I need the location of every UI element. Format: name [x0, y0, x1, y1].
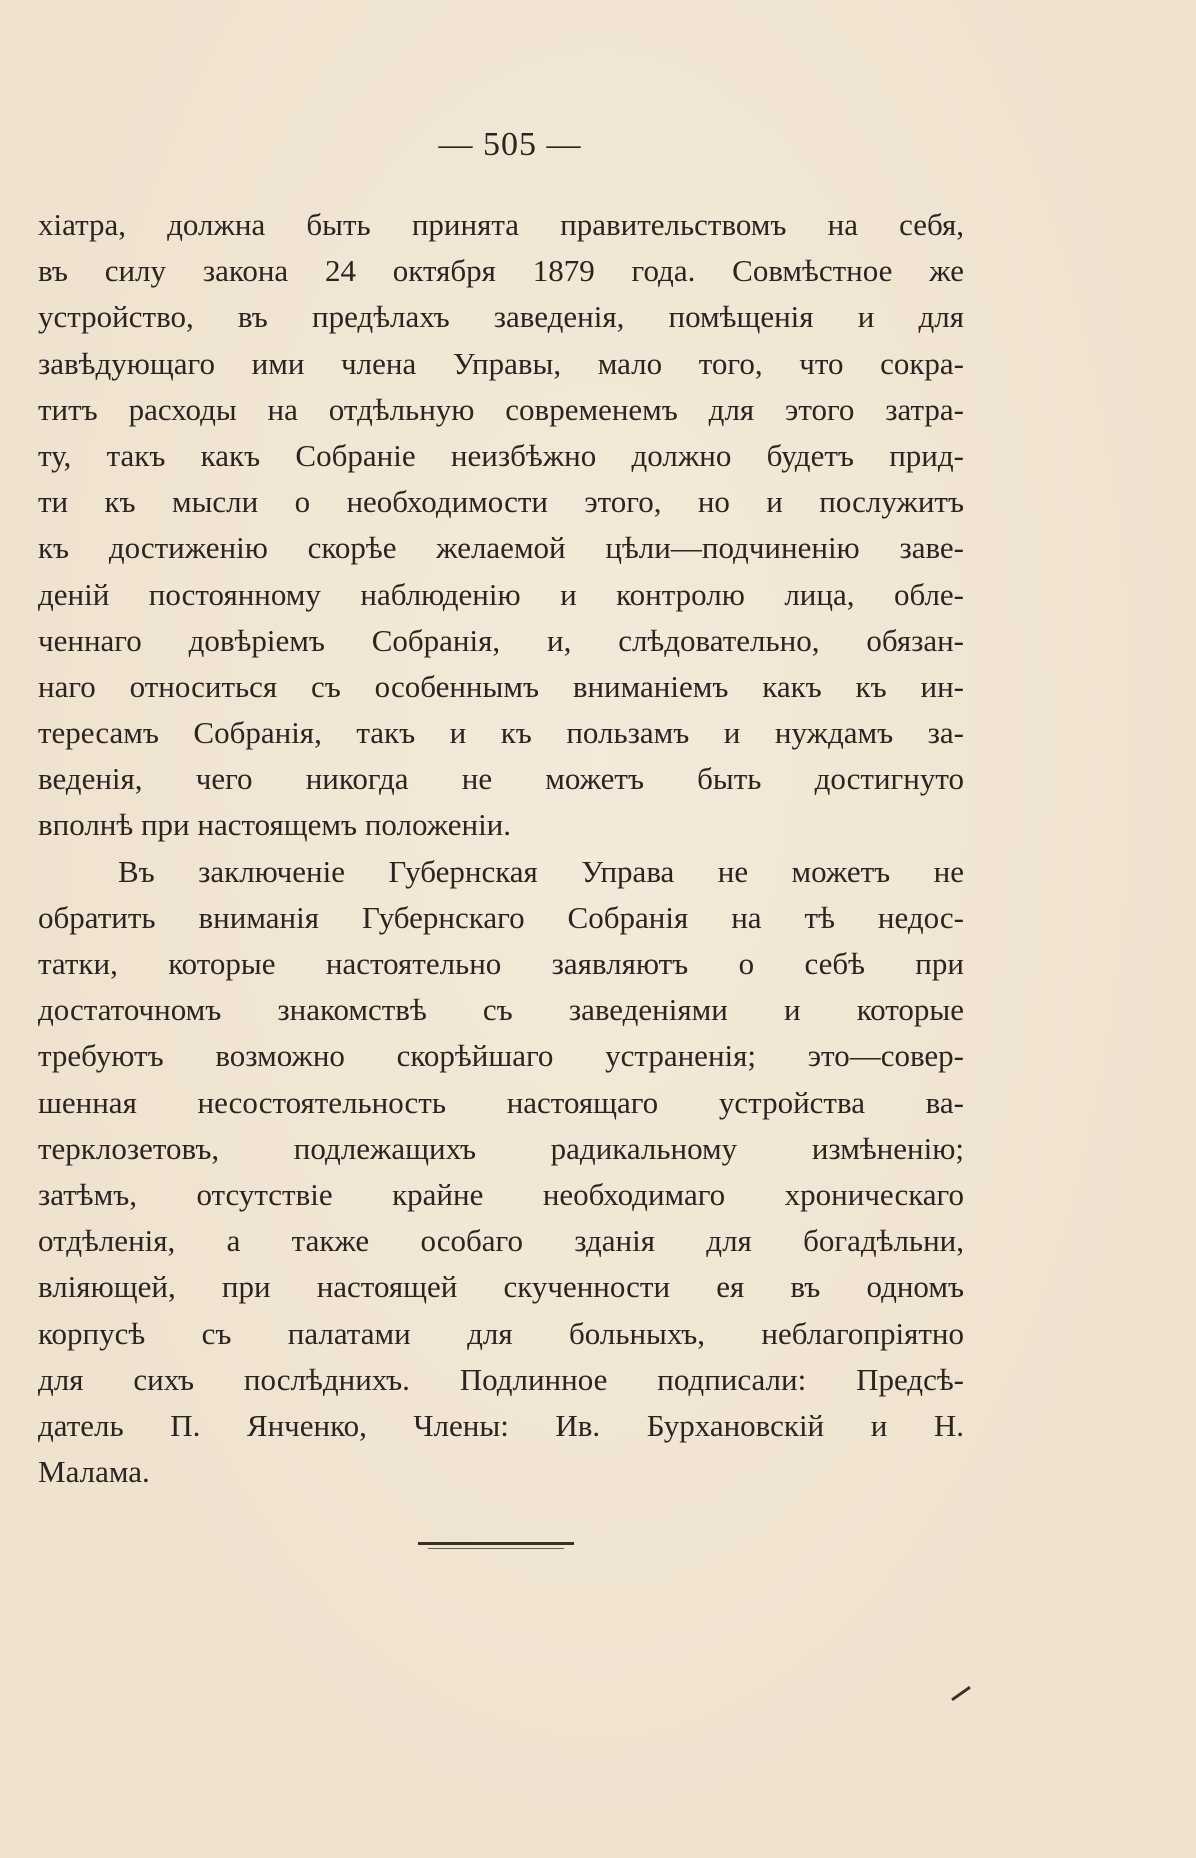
page-number: — 505 — [438, 126, 582, 163]
text-line: въ силу закона 24 октября 1879 года. Совмѣстное же [38, 253, 964, 289]
body-text [38, 202, 964, 1495]
text-line: отдѣленія, а также особаго зданія для богадѣльни, [38, 1223, 964, 1259]
text-line: наго относиться съ особеннымъ вниманіемъ какъ къ ин- [38, 668, 964, 704]
signature-end-line: Малама. [38, 1454, 150, 1490]
text-line: титъ расходы на отдѣльную современемъ для этого затра- [38, 391, 964, 427]
text-line: затѣмъ, отсутствіе крайне необходимаго хроническаго [38, 1176, 964, 1212]
text-line: ту, такъ какъ Собраніе неизбѣжно должно будетъ прид- [38, 437, 964, 473]
text-line: тересамъ Собранія, такъ и къ пользамъ и нуждамъ за- [38, 715, 964, 751]
text-line: достаточномъ знакомствѣ съ заведеніями и которые [38, 992, 964, 1028]
text-line: шенная несостоятельность настоящаго устройства ва- [38, 1084, 964, 1120]
text-line: требуютъ возможно скорѣйшаго устраненія; это—совер- [38, 1038, 964, 1074]
ink-mark [951, 1686, 971, 1701]
text-line: корпусѣ съ палатами для больныхъ, неблагопріятно [38, 1315, 964, 1351]
text-line: устройство, въ предѣлахъ заведенія, помѣщенія и для [38, 299, 964, 335]
text-line: датель П. Янченко, Члены: Ив. Бурхановскій и Н. [38, 1407, 964, 1443]
paragraph-end-line: вполнѣ при настоящемъ положеніи. [38, 807, 512, 843]
text-line: вліяющей, при настоящей скученности ея въ одномъ [38, 1269, 964, 1305]
text-line: ченнаго довѣріемъ Собранія, и, слѣдовательно, обязан- [38, 622, 964, 658]
text-line: завѣдующаго ими члена Управы, мало того, что сокра- [38, 345, 964, 381]
text-line: для сихъ послѣднихъ. Подлинное подписали: Предсѣ- [38, 1361, 964, 1397]
text-line: деній постоянному наблюденію и контролю лица, обле- [38, 576, 964, 612]
section-divider-rule [418, 1542, 574, 1545]
text-line: обратить вниманія Губернскаго Собранія на тѣ недос- [38, 899, 964, 935]
text-line: татки, которые настоятельно заявляютъ о себѣ при [38, 946, 964, 981]
text-line: хіатра, должна быть принята правительствомъ на себя, [38, 207, 964, 242]
text-line: къ достиженію скорѣе желаемой цѣли—подчиненію заве- [38, 530, 964, 566]
text-line: терклозетовъ, подлежащихъ радикальному измѣненію; [38, 1130, 964, 1166]
text-line: ти къ мысли о необходимости этого, но и послужитъ [38, 484, 964, 520]
paragraph-start-line: Въ заключеніе Губернская Управа не можетъ не [118, 853, 964, 889]
text-line: веденія, чего никогда не можетъ быть достигнуто [38, 761, 964, 797]
